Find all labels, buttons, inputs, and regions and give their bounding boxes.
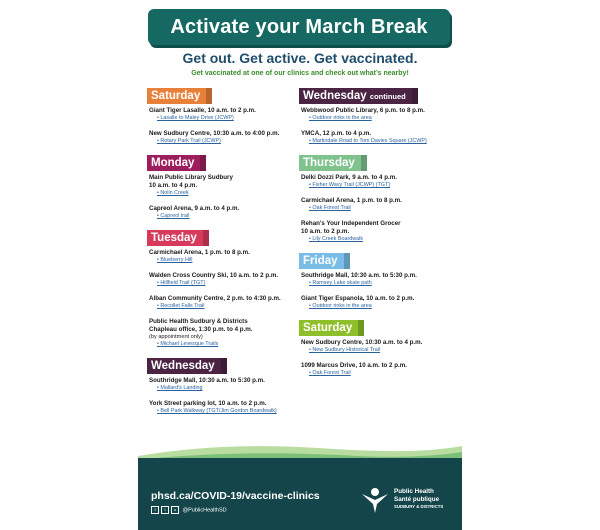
day-section	[299, 174, 449, 243]
instagram-icon: o	[171, 506, 179, 514]
clinic-name: New Sudbury Centre, 10:30 a.m. to 4 p.m.	[301, 339, 423, 346]
clinic-name: Rehan’s Your Independent Grocer	[301, 220, 401, 227]
day-label: Friday	[303, 255, 338, 267]
clinic-entry	[301, 339, 449, 354]
trail-link[interactable]: • Lasalle to Maley Drive (JCWP)	[149, 115, 297, 122]
clinic-entry	[149, 318, 297, 348]
clinic-entry	[149, 107, 297, 122]
clinic-time: 10 a.m. to 2 p.m.	[301, 228, 350, 235]
clinic-name: YMCA, 12 p.m. to 4 p.m.	[301, 130, 372, 137]
clinics-url-link[interactable]: phsd.ca/COVID-19/vaccine-clinics	[151, 490, 320, 502]
day-section	[147, 174, 297, 220]
day-label: Saturday	[303, 322, 353, 334]
clinic-entry	[301, 272, 449, 287]
clinic-entry	[149, 400, 297, 415]
day-header	[299, 88, 418, 104]
day-label: Saturday	[151, 90, 201, 102]
clinic-name: York Street parking lot, 10 a.m. to 2 p.m.	[149, 400, 267, 407]
clinic-name: Public Health Sudbury & Districts	[149, 318, 248, 325]
trail-link[interactable]: • Lily Creek Boardwalk	[301, 236, 449, 243]
clinic-name: 1099 Marcus Drive, 10 a.m. to 2 p.m.	[301, 362, 407, 369]
twitter-icon: t	[161, 506, 169, 514]
social-handle-text: @PublicHealthSD	[182, 507, 227, 514]
clinic-name: Giant Tiger Espanola, 10 a.m. to 2 p.m.	[301, 295, 415, 302]
day-header	[299, 155, 367, 171]
left-column	[147, 86, 297, 423]
clinic-entry	[149, 295, 297, 310]
person-figure-icon	[360, 486, 390, 514]
day-label: Wednesday	[303, 90, 367, 102]
clinic-name: Walden Cross Country Ski, 10 a.m. to 2 p.m.	[149, 272, 279, 279]
day-section	[299, 272, 449, 310]
clinic-name: Giant Tiger Lasalle, 10 a.m. to 2 p.m.	[149, 107, 256, 114]
trail-link[interactable]: • Rotary Park Trail (JCWP)	[149, 138, 297, 145]
trail-link[interactable]: • Ramsey Lake skate path	[301, 280, 449, 287]
clinic-name: Carmichael Arena, 1 p.m. to 8 p.m.	[149, 249, 250, 256]
trail-link[interactable]: • Nolin Creek	[149, 190, 297, 197]
clinic-time: Chapleau office, 1:30 p.m. to 4 p.m.	[149, 326, 253, 333]
day-section	[147, 107, 297, 145]
day-label: Monday	[151, 157, 195, 169]
clinic-entry	[301, 295, 449, 310]
trail-link[interactable]: • Recollet Falls Trail	[149, 303, 297, 310]
clinic-entry	[301, 220, 449, 243]
clinic-entry	[301, 130, 449, 145]
clinic-name: Southridge Mall, 10:30 a.m. to 5:30 p.m.	[301, 272, 417, 279]
clinic-entry	[149, 377, 297, 392]
day-header	[299, 320, 364, 336]
poster	[138, 0, 462, 530]
day-section	[299, 339, 449, 377]
day-suffix: continued	[369, 92, 406, 101]
trail-link[interactable]: • Outdoor rinks in the area	[301, 115, 449, 122]
clinic-name: New Sudbury Centre, 10:30 a.m. to 4:00 p.m.	[149, 130, 280, 137]
clinic-entry	[149, 130, 297, 145]
day-section	[299, 107, 449, 145]
clinic-entry	[301, 107, 449, 122]
logo-line2: Santé publique	[394, 495, 440, 503]
day-header	[147, 358, 227, 374]
clinic-name: Main Public Library Sudbury	[149, 174, 233, 181]
clinic-entry	[149, 174, 297, 197]
clinic-note: (by appointment only)	[149, 334, 203, 340]
clinic-entry	[149, 205, 297, 220]
clinic-name: Alban Community Centre, 2 p.m. to 4:30 p.m.	[149, 295, 281, 302]
clinic-name: Webbwood Public Library, 6 p.m. to 8 p.m.	[301, 107, 425, 114]
trail-link[interactable]: • Hillfield Trail (TGT)	[149, 280, 297, 287]
day-section	[147, 377, 297, 415]
trail-link[interactable]: • Martindale Road to Tom Davies Square (JCWP)	[301, 138, 449, 145]
trail-link[interactable]: • Fisher Wavy Trail (JCWP) (TGT)	[301, 182, 449, 189]
logo-line1: Public Health	[394, 488, 434, 495]
subline: Get vaccinated at one of our clinics and check out what’s nearby!	[191, 70, 409, 77]
trail-link[interactable]: • Michael Levesque Trails	[149, 341, 297, 348]
trail-link[interactable]: • Blueberry Hill	[149, 257, 297, 264]
facebook-icon: f	[151, 506, 159, 514]
clinic-entry	[301, 362, 449, 377]
trail-link[interactable]: • Capreol trail	[149, 213, 297, 220]
clinic-time: 10 a.m. to 4 p.m.	[149, 182, 198, 189]
clinic-name: Carmichael Arena, 1 p.m. to 8 p.m.	[301, 197, 402, 204]
logo-line3: SUDBURY & DISTRICTS	[394, 504, 444, 509]
right-column	[299, 86, 449, 385]
trail-link[interactable]: • Bell Park Walkway (TGT/Jim Gordon Boardwalk)	[149, 408, 297, 415]
trail-link[interactable]: • Oak Forest Trail	[301, 205, 449, 212]
page-title: Activate your March Break	[148, 9, 450, 45]
day-header	[299, 253, 350, 269]
clinic-entry	[149, 272, 297, 287]
trail-link[interactable]: • Mallard’s Landing	[149, 385, 297, 392]
trail-link[interactable]: • Outdoor rinks in the area	[301, 303, 449, 310]
clinic-name: Delki Dozzi Park, 9 a.m. to 4 p.m.	[301, 174, 397, 181]
clinic-entry	[149, 249, 297, 264]
clinic-entry	[301, 174, 449, 189]
day-header	[147, 230, 209, 246]
day-label: Wednesday	[151, 360, 215, 372]
day-section	[147, 249, 297, 348]
social-handle	[151, 506, 227, 514]
logo-text	[394, 488, 443, 511]
clinic-name: Southridge Mall, 10:30 a.m. to 5:30 p.m.	[149, 377, 265, 384]
day-label: Tuesday	[151, 232, 197, 244]
tagline: Get out. Get active. Get vaccinated.	[182, 50, 418, 66]
day-label: Thursday	[303, 157, 355, 169]
public-health-logo	[360, 486, 460, 516]
trail-link[interactable]: • New Sudbury Historical Trail	[301, 347, 449, 354]
clinic-entry	[301, 197, 449, 212]
clinic-name: Capreol Arena, 9 a.m. to 4 p.m.	[149, 205, 240, 212]
day-header	[147, 88, 212, 104]
trail-link[interactable]: • Oak Forest Trail	[301, 370, 449, 377]
day-header	[147, 155, 206, 171]
